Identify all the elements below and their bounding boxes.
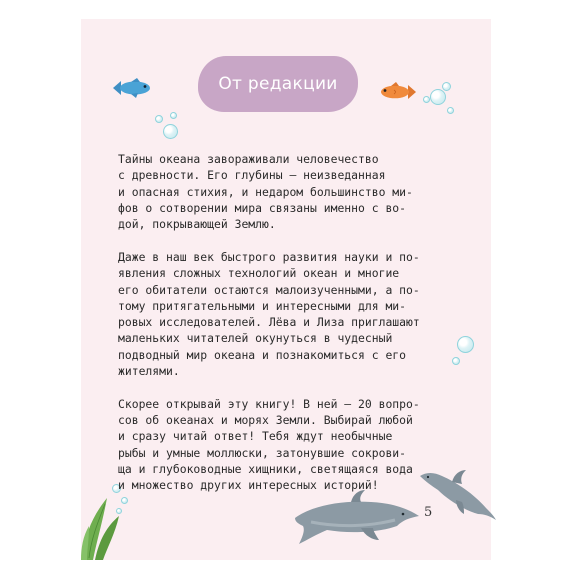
bubble-icon	[170, 112, 177, 119]
page-number: 5	[424, 505, 433, 520]
paragraph-2: Даже в наш век быстрого развития науки и по- явления сложных технологий океан и многие его обитатели остаются малоизученными, а по- тому притягательными и интересными для ми- ровых исследователей. Лёва и Лиза приглашают маленьких читателей окунуться в чудесный подводный мир океана и познакомиться с его жителями.	[118, 249, 420, 379]
bubble-icon	[452, 357, 460, 365]
bubble-icon	[163, 124, 178, 139]
seaweed-icon	[81, 478, 121, 560]
bubble-icon	[430, 89, 446, 105]
paragraph-1: Тайны океана завораживали человечество с древности. Его глубины — неизведанная и опасная стихия, и недаром большинство ми- фов о сотворении мира связаны именно с во- дой, покрывающей Землю.	[118, 152, 413, 232]
bubble-icon	[155, 115, 163, 123]
bubble-icon	[457, 336, 474, 353]
body-text	[118, 151, 438, 510]
bubble-icon	[442, 82, 451, 91]
bubble-icon	[423, 96, 430, 103]
blue-fish-icon	[111, 77, 155, 99]
orange-fish-icon	[376, 81, 418, 103]
section-banner	[198, 56, 358, 112]
paragraph-3: Скорее открывай эту книгу! В ней — 20 вопро- сов об океанах и морях Земли. Выбирай любой и сразу читай ответ! Тебя ждут необычные рыбы и умные моллюски, затонувшие сокрови- ща и глубоководные хищники, светящаяся вода и множество других интересных историй!	[118, 396, 420, 493]
bubble-icon	[447, 107, 454, 114]
section-title: От редакции	[218, 74, 338, 94]
dolphin-icon	[291, 488, 423, 548]
